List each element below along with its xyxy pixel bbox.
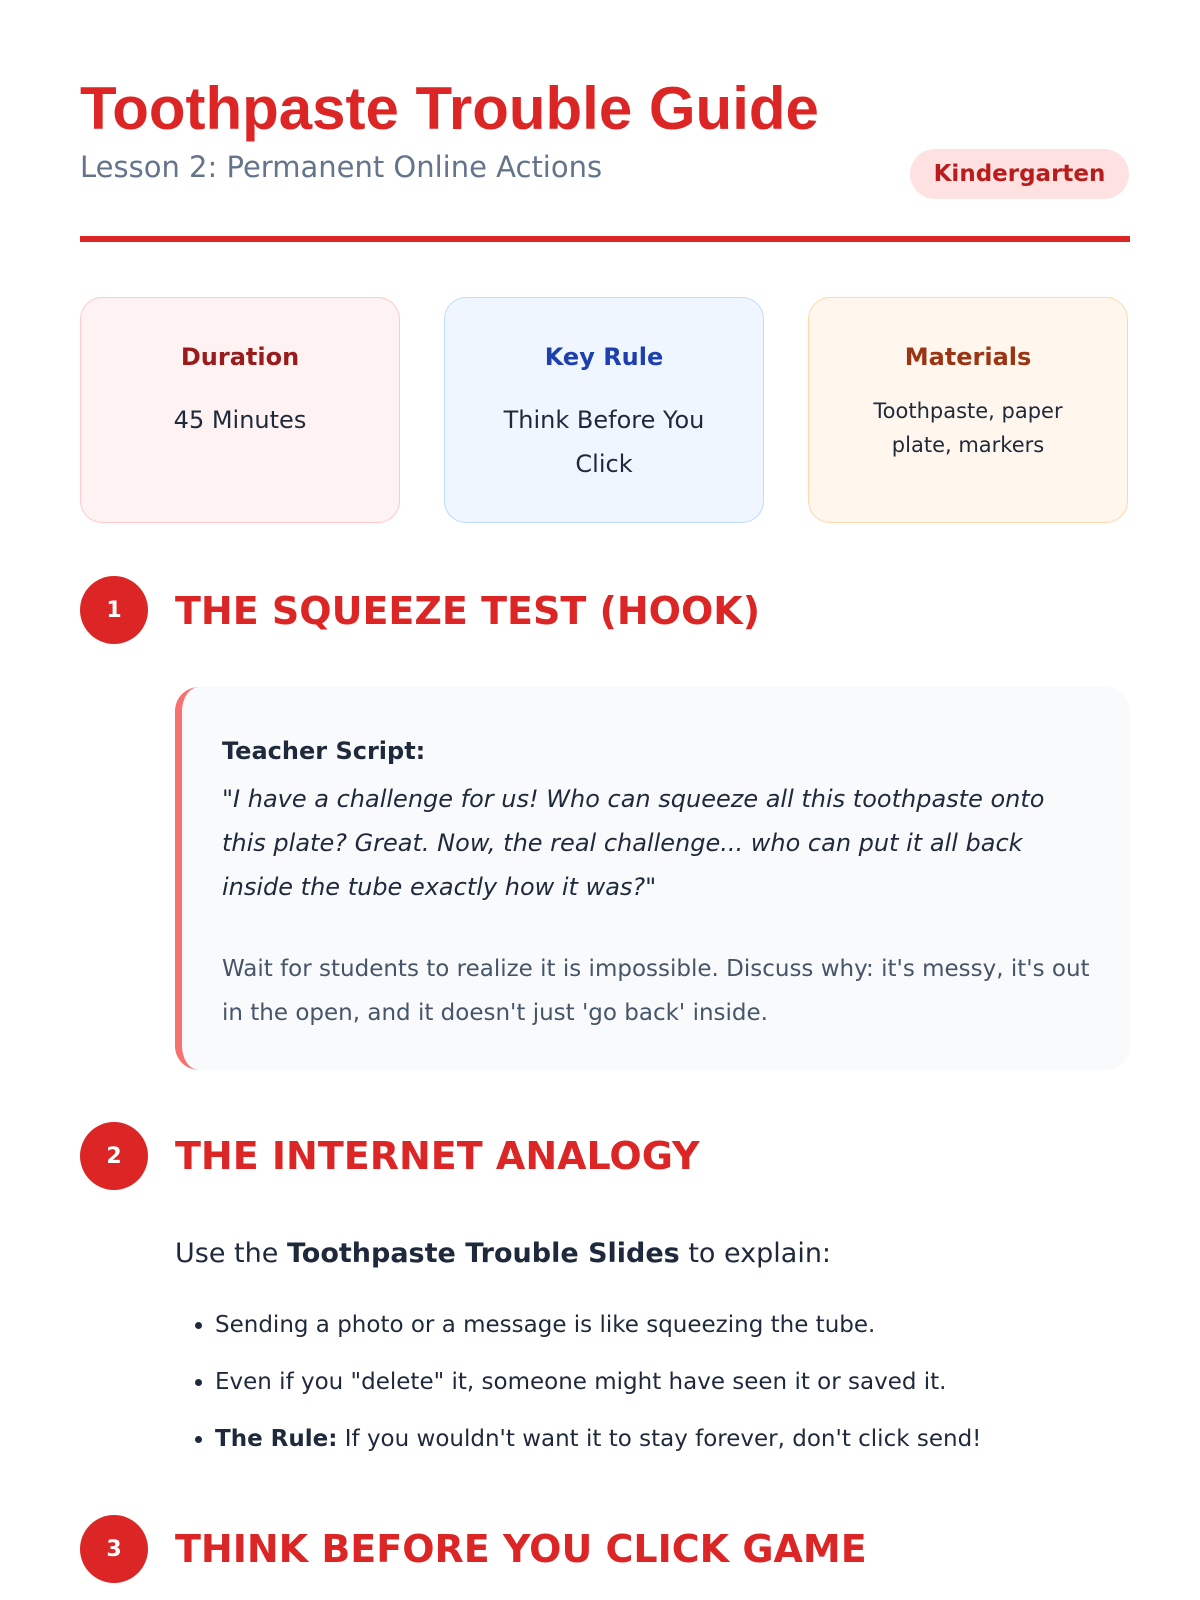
duration-card-title: Duration bbox=[180, 343, 300, 371]
materials-card-value: Toothpaste, paper plate, markers bbox=[873, 399, 1063, 457]
slides-name: Toothpaste Trouble Slides bbox=[286, 1238, 680, 1269]
materials-card bbox=[808, 297, 1128, 523]
bullet-text: If you wouldn't want it to stay forever, don't click send! bbox=[344, 1426, 982, 1452]
duration-card bbox=[80, 297, 400, 523]
key-rule-card-title: Key Rule bbox=[544, 343, 664, 371]
grade-badge: Kindergarten bbox=[910, 149, 1129, 199]
analogy-list bbox=[175, 1305, 1115, 1476]
section-1-number: 1 bbox=[80, 576, 148, 644]
section-2-title: THE INTERNET ANALOGY bbox=[175, 1134, 700, 1178]
duration-card-value: 45 Minutes bbox=[173, 406, 307, 434]
key-rule-card-value: Think Before You Click bbox=[503, 406, 705, 478]
bullet-bold: The Rule: bbox=[215, 1426, 338, 1452]
bullet-text: Sending a photo or a message is like squeezing the tube. bbox=[215, 1312, 876, 1338]
header-divider bbox=[80, 236, 1130, 242]
list-item bbox=[215, 1362, 1115, 1419]
section-2-number: 2 bbox=[80, 1122, 148, 1190]
teacher-script-box bbox=[175, 687, 1130, 1070]
key-rule-card bbox=[444, 297, 764, 523]
script-note: Wait for students to realize it is impossible. Discuss why: it's messy, it's out in the open, and it doesn't just 'go back' inside. bbox=[222, 956, 1090, 1026]
page-subtitle: Lesson 2: Permanent Online Actions bbox=[80, 150, 603, 184]
section-3-number: 3 bbox=[80, 1515, 148, 1583]
script-label: Teacher Script: bbox=[222, 737, 426, 765]
section-2-intro bbox=[175, 1238, 831, 1269]
section-3-title: THINK BEFORE YOU CLICK GAME bbox=[175, 1527, 867, 1571]
intro-prefix: Use the bbox=[175, 1238, 279, 1269]
materials-card-title: Materials bbox=[904, 343, 1032, 371]
list-item bbox=[215, 1419, 1115, 1476]
script-quote: "I have a challenge for us! Who can squeeze all this toothpaste onto this plate? Great. Now, the real challenge... who can put it all back inside the tube exactly how it was?" bbox=[222, 785, 1045, 901]
intro-suffix: to explain: bbox=[688, 1238, 832, 1269]
page-title: Toothpaste Trouble Guide bbox=[80, 75, 819, 142]
section-1-title: THE SQUEEZE TEST (HOOK) bbox=[175, 589, 761, 633]
bullet-text: Even if you "delete" it, someone might have seen it or saved it. bbox=[215, 1369, 947, 1395]
list-item bbox=[215, 1305, 1115, 1362]
